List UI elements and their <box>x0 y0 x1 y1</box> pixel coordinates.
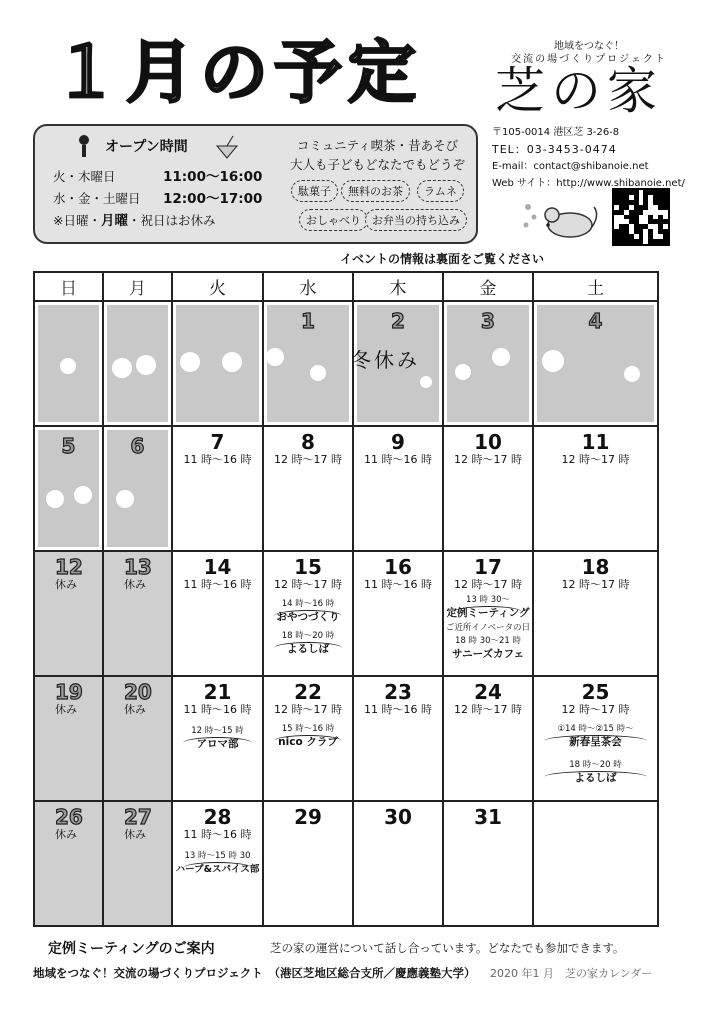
snow-dot <box>222 352 242 372</box>
event-time: 13 時〜15 時 30 <box>184 851 251 861</box>
day-cell-31 <box>443 801 533 926</box>
meeting-heading: 定例ミーティングのご案内 <box>48 941 215 957</box>
day-number: 21 <box>203 680 232 704</box>
closed-label: 休み <box>124 828 146 841</box>
hours-days: 水・金・土曜日 <box>53 191 141 206</box>
bubble-bento: お弁当の持ち込み <box>365 209 467 231</box>
week-2 <box>34 426 658 551</box>
day-hours: 12 時〜17 時 <box>454 578 522 591</box>
week-3 <box>34 551 658 676</box>
bubble-chat: おしゃべり <box>299 209 368 231</box>
cafe-title: コミュニティ喫茶・昔あそび <box>296 138 459 153</box>
tagline-line1: 地域をつなぐ！ <box>554 41 624 52</box>
weekday-sat: 土 <box>533 272 658 301</box>
calendar-label: 2020 年1 月 芝の家カレンダー <box>490 967 653 980</box>
day-hours: 12 時〜17 時 <box>274 453 342 466</box>
day-number: 5 <box>61 434 76 458</box>
open-hours-rows <box>53 166 262 232</box>
day-number: 25 <box>581 680 610 704</box>
day-number: 4 <box>588 309 603 333</box>
open-hours-title: オープン時間 <box>105 139 188 155</box>
contact-info <box>492 124 685 192</box>
day-cell-6 <box>103 426 172 551</box>
closed-bold: 月曜 <box>100 213 128 229</box>
event-herb-spice <box>173 850 262 876</box>
event-time: 14 時〜16 時 <box>281 599 335 609</box>
snow-dot <box>60 358 76 374</box>
event-name: サニーズカフェ <box>451 648 525 660</box>
closed-label: 休み <box>55 703 77 716</box>
website[interactable]: Web サイト：http://www.shibanoie.net/ <box>492 178 685 189</box>
event-yorushiba <box>264 630 352 656</box>
bubble-dagashi: 駄菓子 <box>291 180 338 202</box>
day-hours: 12 時〜17 時 <box>274 703 342 716</box>
day-number: 3 <box>481 309 495 333</box>
day-number: 27 <box>124 805 152 829</box>
hours-time: 12:00〜17:00 <box>163 191 263 207</box>
event-name: ハーブ&スパイス部 <box>175 864 260 875</box>
top-icon <box>213 134 241 160</box>
day-cell-10 <box>443 426 533 551</box>
day-number: 20 <box>124 680 152 704</box>
event-nico <box>264 723 352 749</box>
week-5 <box>34 801 658 926</box>
day-number: 15 <box>294 555 322 579</box>
day-number: 7 <box>210 430 225 454</box>
weekday-header <box>34 272 658 301</box>
day-number: 16 <box>384 555 412 579</box>
snow-dot <box>74 486 92 504</box>
day-number: 23 <box>384 680 412 704</box>
event-aroma <box>173 725 262 751</box>
day-number: 2 <box>391 309 405 333</box>
event-name: nico クラブ <box>278 736 338 748</box>
day-cell-3 <box>443 301 533 426</box>
day-hours: 11 時〜16 時 <box>183 828 252 841</box>
closed-prefix: ※日曜・ <box>53 213 101 228</box>
mouse-illustration <box>520 195 600 245</box>
day-cell-7 <box>172 426 263 551</box>
day-hours: 12 時〜17 時 <box>561 703 630 716</box>
day-hours: 11 時〜16 時 <box>364 578 432 591</box>
event-name: 新春呈茶会 <box>569 736 622 748</box>
winter-break-label: 冬休み <box>351 348 420 372</box>
day-cell-8 <box>263 426 353 551</box>
closed-label: 休み <box>55 578 77 591</box>
day-hours: 11 時〜16 時 <box>183 578 252 591</box>
day-number: 31 <box>474 805 502 829</box>
day-cell-26 <box>34 801 103 926</box>
bubble-free-tea: 無料のお茶 <box>341 180 410 202</box>
hours-row-1 <box>53 166 262 188</box>
day-cell-15 <box>263 551 353 676</box>
event-name: おやつづくり <box>276 611 340 623</box>
cafe-sub: 大人も子どもどなたでもどうぞ <box>289 157 465 172</box>
day-cell-19 <box>34 676 103 801</box>
day-number: 22 <box>294 680 322 704</box>
closed-note <box>53 210 262 232</box>
day-cell-9 <box>353 426 443 551</box>
closed-label: 休み <box>124 703 146 716</box>
day-cell-14 <box>172 551 263 676</box>
day-cell-22 <box>263 676 353 801</box>
day-hours: 12 時〜17 時 <box>561 578 630 591</box>
snow-dot <box>136 355 156 375</box>
closed-label: 休み <box>124 578 146 591</box>
day-number: 8 <box>301 430 315 454</box>
day-number: 26 <box>55 805 83 829</box>
snow-dot <box>266 348 284 366</box>
day-number: 13 <box>124 555 152 579</box>
event-note: ご近所イノベータの日 <box>445 623 531 633</box>
event-time: 18 時 30〜21 時 <box>454 636 522 646</box>
address: 〒105-0014 港区芝 3-26-8 <box>492 127 620 138</box>
day-number: 9 <box>391 430 405 454</box>
weekday-tue: 火 <box>172 272 263 301</box>
day-cell-18 <box>533 551 658 676</box>
day-cell-16 <box>353 551 443 676</box>
meeting-note: 芝の家の運営について話し合っています。どなたでも参加できます。 <box>270 941 625 955</box>
email[interactable]: E-mail：contact@shibanoie.net <box>492 161 649 172</box>
day-cell-12 <box>34 551 103 676</box>
day-cell-24 <box>443 676 533 801</box>
phone: TEL：03-3453-0474 <box>492 143 617 156</box>
org-logo: 芝の家 <box>495 62 663 120</box>
day-number: 18 <box>581 555 610 579</box>
event-name: アロマ部 <box>196 738 239 750</box>
event-time: 18 時〜20 時 <box>569 760 622 770</box>
day-number: 17 <box>474 555 502 579</box>
day-number: 30 <box>384 805 412 829</box>
day-cell-28 <box>172 801 263 926</box>
event-name: 定例ミーティング <box>446 607 530 619</box>
day-number: 12 <box>55 555 83 579</box>
day-number: 19 <box>55 680 83 704</box>
day-cell-27 <box>103 801 172 926</box>
weekday-fri: 金 <box>443 272 533 301</box>
weekday-thu: 木 <box>353 272 443 301</box>
event-time: 13 時 30〜 <box>465 595 511 605</box>
snow-dot <box>542 350 564 372</box>
event-time: ①14 時〜②15 時〜 <box>557 724 634 734</box>
snow-dot <box>455 364 471 380</box>
snow-dot <box>492 348 510 366</box>
day-number: 28 <box>203 805 232 829</box>
snow-dot <box>112 358 132 378</box>
day-cell-29 <box>263 801 353 926</box>
day-cell-21 <box>172 676 263 801</box>
closed-suffix: ・祝日はお休み <box>127 213 216 228</box>
event-time: 15 時〜16 時 <box>281 724 335 734</box>
hours-row-2 <box>53 188 262 210</box>
snow-dot <box>116 490 134 508</box>
day-cell-25 <box>533 676 658 801</box>
day-hours: 11 時〜16 時 <box>183 453 252 466</box>
event-meeting <box>444 594 532 620</box>
snow-dot <box>46 490 64 508</box>
day-hours: 11 時〜16 時 <box>183 703 252 716</box>
day-cell-empty <box>533 801 658 926</box>
day-hours: 12 時〜17 時 <box>454 703 522 716</box>
event-oyatsu <box>264 598 352 624</box>
day-cell-20 <box>103 676 172 801</box>
day-cell-13 <box>103 551 172 676</box>
hours-days: 火・木曜日 <box>53 169 116 184</box>
weekday-sun: 日 <box>34 272 103 301</box>
snow-dot <box>180 352 200 372</box>
tagline-line2: 交流の場づくりプロジェクト <box>511 54 667 65</box>
day-cell-23 <box>353 676 443 801</box>
event-tea-ceremony <box>534 723 657 749</box>
day-cell-30 <box>353 801 443 926</box>
day-hours: 12 時〜17 時 <box>561 453 630 466</box>
event-notice: イベントの情報は裏面をご覧ください <box>340 252 545 266</box>
event-time: 18 時〜20 時 <box>281 631 335 641</box>
day-number: 11 <box>581 430 610 454</box>
day-hours: 11 時〜16 時 <box>364 703 432 716</box>
day-cell-5 <box>34 426 103 551</box>
day-cell-11 <box>533 426 658 551</box>
day-number: 29 <box>294 805 322 829</box>
day-hours: 12 時〜17 時 <box>454 453 522 466</box>
day-number: 6 <box>130 434 145 458</box>
day-cell-17 <box>443 551 533 676</box>
snow-dot <box>310 365 326 381</box>
day-hours: 11 時〜16 時 <box>364 453 432 466</box>
hours-time: 11:00〜16:00 <box>163 169 263 185</box>
day-number: 10 <box>474 430 502 454</box>
page-title: １月の予定 <box>52 34 423 113</box>
event-yorushiba <box>534 759 657 785</box>
day-number: 1 <box>301 309 315 333</box>
project-credit: 地域をつなぐ！交流の場づくりプロジェクト （港区芝地区総合支所／慶應義塾大学） <box>33 966 476 980</box>
event-name: よるしば <box>287 643 329 655</box>
weekday-mon: 月 <box>103 272 172 301</box>
event-sunnys-cafe <box>444 622 532 661</box>
qr-code[interactable] <box>612 188 670 246</box>
day-number: 14 <box>203 555 232 579</box>
day-number: 24 <box>474 680 502 704</box>
snow-dot <box>420 376 432 388</box>
day-hours: 12 時〜17 時 <box>274 578 342 591</box>
weekday-wed: 水 <box>263 272 353 301</box>
bubble-ramune: ラムネ <box>417 180 464 202</box>
open-hours-box <box>33 124 478 244</box>
closed-label: 休み <box>55 828 77 841</box>
snow-dot <box>624 366 640 382</box>
event-name: よるしば <box>574 772 617 784</box>
event-time: 12 時〜15 時 <box>191 726 244 736</box>
cafe-info <box>280 136 475 174</box>
kendama-icon <box>73 134 95 158</box>
week-4 <box>34 676 658 801</box>
